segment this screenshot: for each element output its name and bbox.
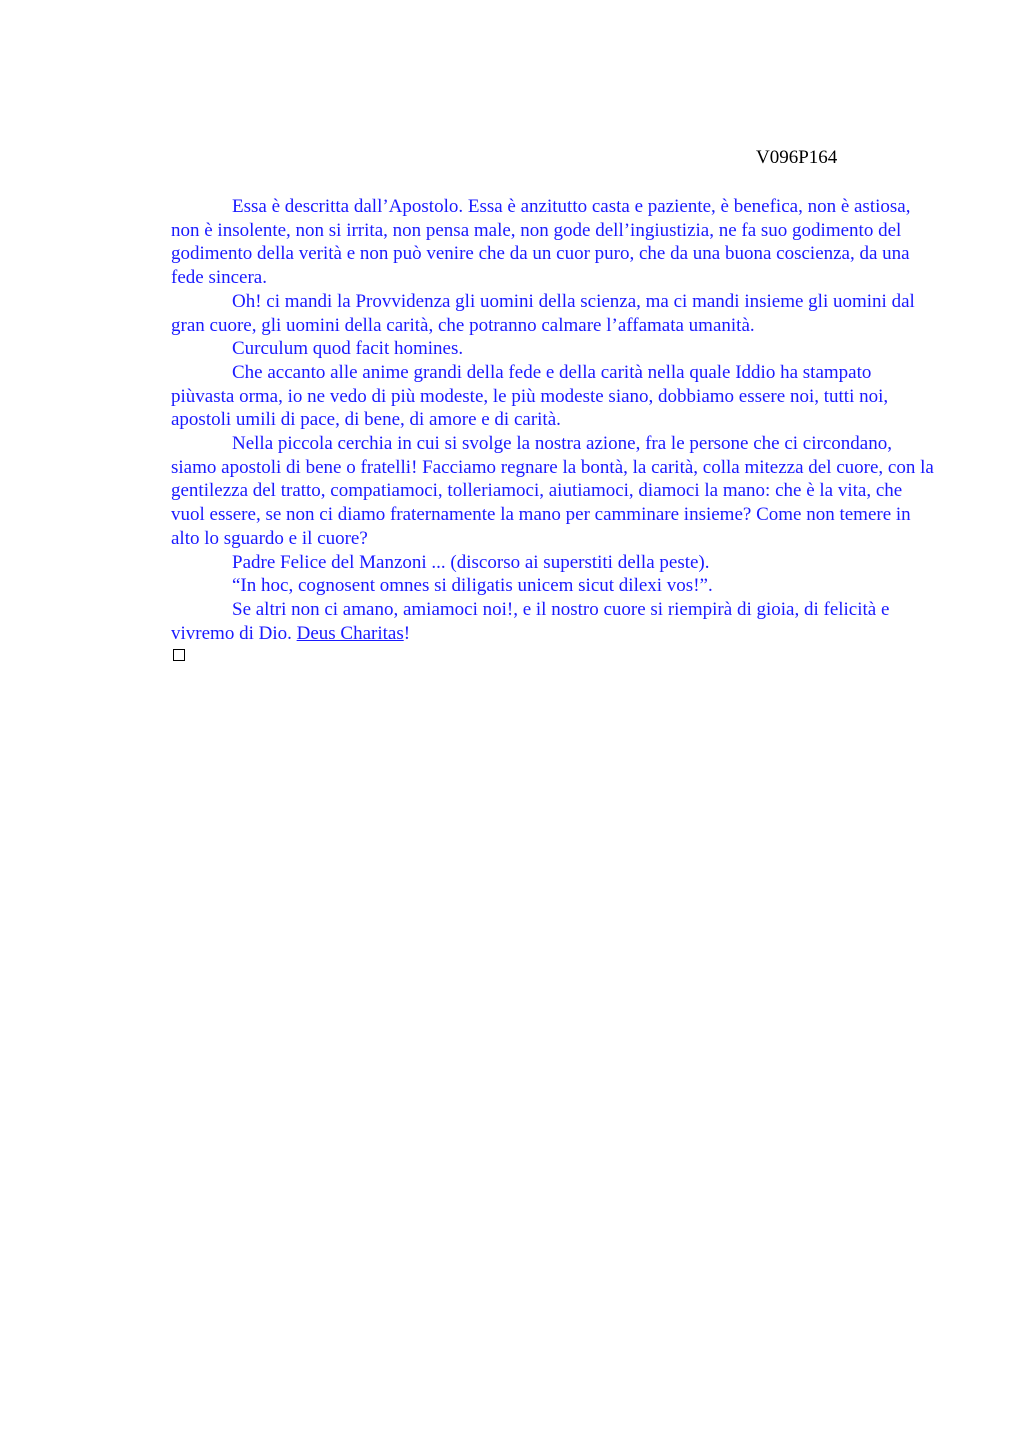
document-body [171, 195, 939, 645]
paragraph: Essa è descritta dall’Apostolo. Essa è anzitutto casta e paziente, è benefica, non è astiosa, non è insolente, non si irrita, non pensa male, non gode dell’ingiustizia, ne fa suo godimento del godimento della verità e non può venire che da un cuor puro, che da una buona coscienza, da una fede sincera. [171, 196, 911, 289]
deus-charitas-link[interactable]: Deus Charitas [296, 622, 404, 644]
paragraph: Che accanto alle anime grandi della fede e della carità nella quale Iddio ha stampato piùvasta orma, io ne vedo di più modeste, le più modeste siano, dobbiamo essere noi, tutti noi, apostoli umili di pace, di bene, di amore e di carità. [171, 361, 889, 431]
paragraph-last [171, 598, 939, 645]
end-marker-box [173, 649, 185, 661]
paragraph: Oh! ci mandi la Provvidenza gli uomini della scienza, ma ci mandi insieme gli uomini dal gran cuore, gli uomini della carità, che potranno calmare l’affamata umanità. [171, 290, 915, 336]
paragraph-trailing: ! [403, 622, 411, 644]
paragraph: Nella piccola cerchia in cui si svolge la nostra azione, fra le persone che ci circondano, siamo apostoli di bene o fratelli! Facciamo regnare la bontà, la carità, colla mitezza del cuore, con la gentilezza del tratto, compatiamoci, tolleriamoci, aiutiamoci, diamoci la mano: che è la vita, che vuol essere, se non ci diamo fraternamente la mano per camminare insieme? Come non temere in alto lo sguardo e il cuore? [171, 433, 934, 549]
paragraph: Curculum quod facit homines. [232, 338, 464, 360]
page-identifier: V096P164 [756, 147, 838, 168]
paragraph: “In hoc, cognosent omnes si diligatis unicem sicut dilexi vos!”. [232, 575, 713, 597]
paragraph: Padre Felice del Manzoni ... (discorso ai superstiti della peste). [232, 551, 710, 573]
paragraph-text: Se altri non ci amano, amiamoci noi!, e il nostro cuore si riempirà di gioia, di felicità e vivremo di Dio. [171, 598, 890, 644]
